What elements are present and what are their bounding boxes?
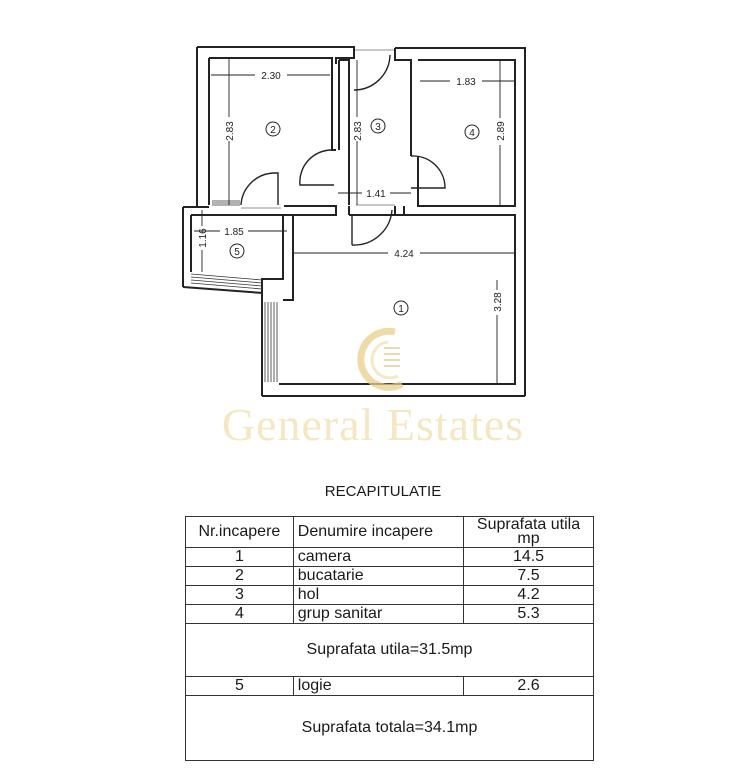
room-number-4: 4 [469, 128, 475, 139]
table-row [186, 605, 594, 624]
recap-table [185, 516, 594, 761]
cell-area: 5.3 [464, 605, 594, 624]
cell-name: hol [293, 586, 463, 605]
room-number-2: 2 [270, 125, 276, 136]
grand-total: Suprafata totala=34.1mp [186, 696, 594, 761]
cell-nr: 3 [186, 586, 294, 605]
room-number-5: 5 [234, 247, 240, 258]
grand-total-row [186, 696, 594, 761]
cell-name: camera [293, 548, 463, 567]
cell-area: 2.6 [464, 677, 594, 696]
dim-room1-height: 3.28 [493, 292, 504, 312]
header-nr: Nr.incapere [186, 517, 294, 548]
dim-room4-height: 2.89 [496, 121, 507, 141]
dim-room2-width: 2.30 [261, 71, 281, 82]
recap-title: RECAPITULATIE [324, 483, 442, 500]
dim-room4-width: 1.83 [456, 77, 476, 88]
table-row [186, 567, 594, 586]
useful-total: Suprafata utila=31.5mp [186, 624, 594, 677]
cell-nr: 1 [186, 548, 294, 567]
table-header-row [186, 517, 594, 548]
cell-name: grup sanitar [293, 605, 463, 624]
dim-room3-height: 2.83 [353, 121, 364, 141]
cell-area: 7.5 [464, 567, 594, 586]
dim-room5-width: 1.85 [224, 227, 244, 238]
cell-nr: 2 [186, 567, 294, 586]
watermark-text: General Estates [221, 399, 525, 450]
header-area-line1: Suprafata utila [476, 516, 581, 533]
cell-nr: 5 [186, 677, 294, 696]
dim-room5-height: 1.16 [198, 228, 209, 248]
useful-total-row [186, 624, 594, 677]
cell-name: bucatarie [293, 567, 463, 586]
header-area-line2: mp [517, 530, 540, 547]
table-row [186, 677, 594, 696]
cell-nr: 4 [186, 605, 294, 624]
header-area [464, 517, 594, 548]
header-name: Denumire incapere [293, 517, 463, 548]
watermark-logo-icon [361, 331, 402, 387]
room-number-3: 3 [375, 122, 381, 133]
dim-room1-width: 4.24 [394, 249, 414, 260]
dim-room2-height: 2.83 [225, 121, 236, 141]
cell-name: logie [293, 677, 463, 696]
table-row [186, 548, 594, 567]
table-row [186, 586, 594, 605]
dim-room3-width: 1.41 [366, 189, 386, 200]
room-number-1: 1 [398, 304, 404, 315]
cell-area: 4.2 [464, 586, 594, 605]
cell-area: 14.5 [464, 548, 594, 567]
